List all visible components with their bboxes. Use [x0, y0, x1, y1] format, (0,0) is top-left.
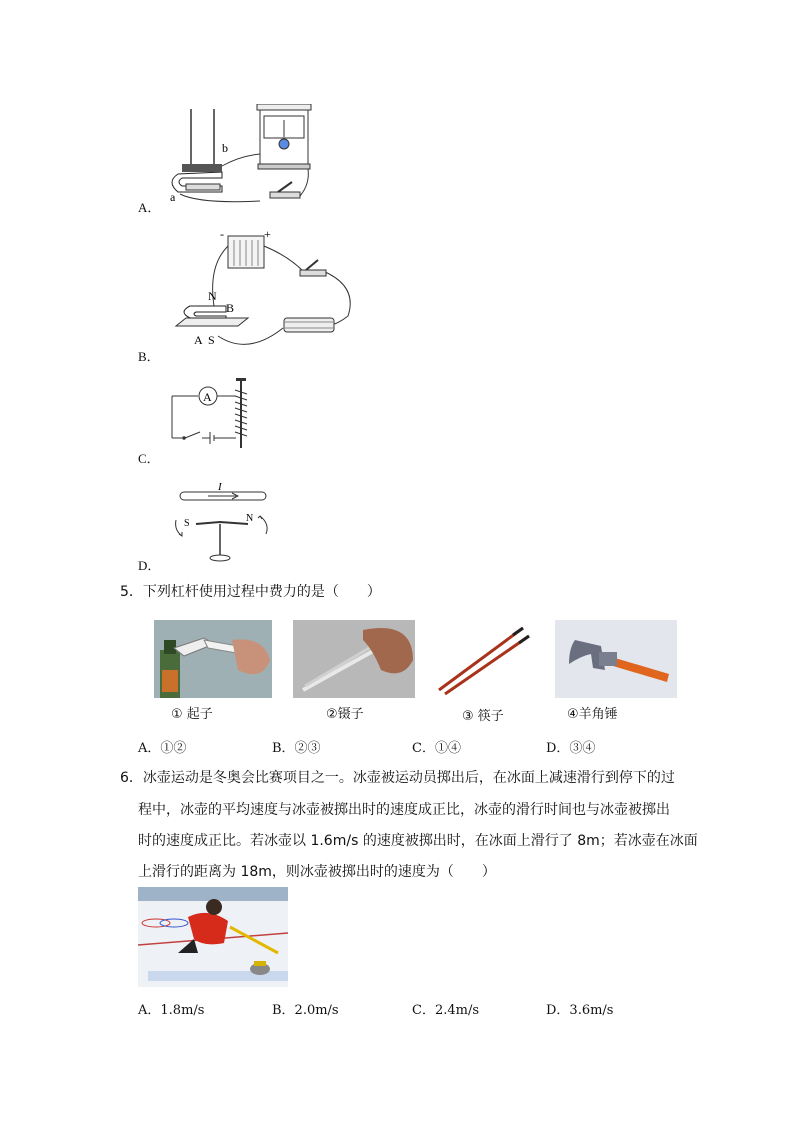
diagram-a-induction	[160, 104, 320, 208]
diagram-b-motor	[168, 226, 358, 350]
q6-choice-b[interactable]: B．2.0m/s	[272, 1003, 339, 1018]
label-a: a	[170, 190, 176, 204]
current-label: I	[218, 481, 222, 493]
q5-choice-c[interactable]: C．①④	[412, 741, 461, 756]
label-b: b	[222, 141, 228, 155]
label-s: S	[208, 333, 215, 347]
photo-claw-hammer	[555, 620, 677, 698]
label-b-pole: B	[226, 301, 235, 315]
label-a-pole: A	[194, 333, 203, 347]
q6-stem-line-3: 时的速度成正比。若冰壶以 1.6m/s 的速度被掷出时，在冰面上滑行了 8m；若冰壶在冰面	[138, 833, 698, 849]
label-minus: -	[220, 227, 224, 241]
q6-choice-d[interactable]: D．3.6m/s	[546, 1003, 614, 1018]
ammeter-label: A	[203, 390, 212, 404]
diagram-c-electromagnet	[168, 376, 258, 452]
option-b-label: B．	[138, 349, 160, 364]
caption-3: ③ 筷子	[462, 709, 504, 724]
diagram-d-oersted	[168, 478, 278, 568]
label-plus: +	[264, 227, 271, 241]
q6-choice-c[interactable]: C．2.4m/s	[412, 1003, 479, 1018]
q5-stem: 5．下列杠杆使用过程中费力的是（ ）	[120, 584, 381, 600]
photo-bottle-opener	[154, 620, 272, 698]
photo-tweezers	[293, 620, 415, 698]
q6-stem-line-2: 程中，冰壶的平均速度与冰壶被掷出时的速度成正比，冰壶的滑行时间也与冰壶被掷出	[138, 802, 670, 818]
option-d-label: D．	[138, 558, 161, 573]
q6-choice-a[interactable]: A．1.8m/s	[138, 1003, 205, 1018]
q5-choice-a[interactable]: A．①②	[138, 741, 187, 756]
photo-chopsticks	[433, 620, 533, 698]
label-n: N	[208, 289, 217, 303]
q6-stem-line-1: 6．冰壶运动是冬奥会比赛项目之一。冰壶被运动员掷出后，在冰面上减速滑行到停下的过	[120, 770, 675, 786]
option-c-label: C．	[138, 451, 160, 466]
needle-s: S	[184, 518, 190, 529]
q6-stem-line-4: 上滑行的距离为 18m，则冰壶被掷出时的速度为（ ）	[138, 864, 496, 880]
caption-1: ① 起子	[171, 707, 213, 722]
photo-curling	[138, 887, 288, 987]
caption-2: ②镊子	[326, 707, 364, 722]
needle-n: N	[246, 513, 254, 524]
q5-choice-d[interactable]: D．③④	[546, 741, 596, 756]
option-a-label: A．	[138, 200, 161, 215]
q5-choice-b[interactable]: B．②③	[272, 741, 321, 756]
caption-4: ④羊角锤	[567, 707, 618, 722]
